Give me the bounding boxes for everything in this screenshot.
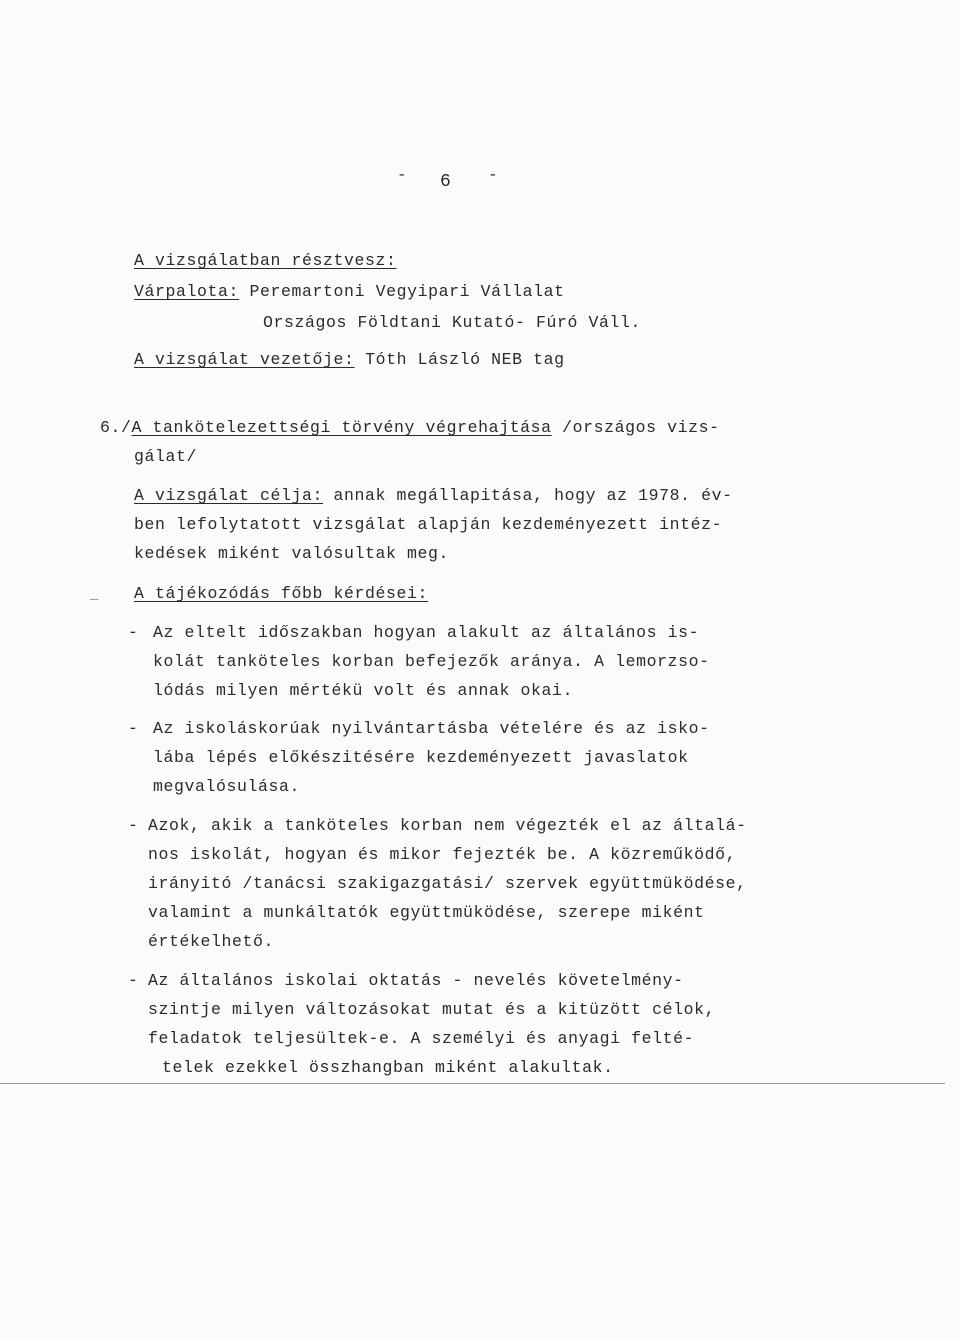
question-3-line-3: irányitó /tanácsi szakigazgatási/ szervek együttmüködése, [148,874,747,893]
question-2-line-3: megvalósulása. [153,777,301,796]
question-4-line-1: Az általános iskolai oktatás - nevelés követelmény- [148,971,684,990]
location-line [134,282,565,302]
location-label: Várpalota: [134,282,240,301]
question-4-dash: - [128,971,138,990]
goal-line-3: kedések miként valósultak meg. [134,544,450,563]
goal-line-1 [134,486,733,506]
section-title-line2: gálat/ [134,447,198,466]
leader-name: Tóth László NEB tag [365,350,565,369]
question-3-line-1: Azok, akik a tanköteles korban nem végezték el az általá- [148,816,747,835]
question-1-line-2: kolát tanköteles korban befejezők aránya. A lemorzso- [153,652,710,671]
questions-label: A tájékozódás főbb kérdései: [134,584,429,603]
goal-text-1: annak megállapitása, hogy az 1978. év- [323,486,733,505]
leader-label: A vizsgálat vezetője: [134,350,355,369]
horizontal-rule [0,1083,945,1084]
page-number-dash-right: - [488,166,498,184]
question-2-line-2: lába lépés előkészitésére kezdeményezett javaslatok [153,748,689,767]
question-2-line-1: Az iskoláskorúak nyilvántartásba vételére és az isko- [153,719,710,738]
question-1-line-1: Az eltelt időszakban hogyan alakult az általános is- [153,623,700,642]
question-2-dash: - [128,719,138,738]
question-4-line-3: feladatok teljesültek-e. A személyi és anyagi felté- [148,1029,695,1048]
company-1: Peremartoni Vegyipari Vállalat [249,282,565,301]
section-title: A tankötelezettségi törvény végrehajtása [131,418,552,437]
leader-line [134,350,565,370]
company-2: Országos Földtani Kutató- Fúró Váll. [263,313,642,332]
question-3-dash: - [128,816,138,835]
question-1-line-3: lódás milyen mértékü volt és annak okai. [153,681,574,700]
question-4-line-2: szintje milyen változásokat mutat és a kitüzött célok, [148,1000,716,1019]
goal-line-2: ben lefolytatott vizsgálat alapján kezdeményezett intéz- [134,515,723,534]
participants-label: A vizsgálatban résztvesz: [134,251,397,270]
page-number-dash-left: - [397,166,407,184]
section-title-suffix: /országos vizs- [551,418,720,437]
question-1-dash: - [128,623,138,642]
goal-label: A vizsgálat célja: [134,486,324,505]
page-number: 6 [440,172,452,192]
margin-mark: _ [90,587,99,603]
section-title-line [100,418,720,438]
question-3-line-2: nos iskolát, hogyan és mikor fejezték be. A közreműködő, [148,845,737,864]
question-3-line-4: valamint a munkáltatók együttmüködése, szerepe miként [148,903,705,922]
question-3-line-5: értékelhető. [148,932,275,951]
section-number: 6./ [100,418,132,437]
question-4-line-4: telek ezekkel összhangban miként alakultak. [162,1058,614,1077]
